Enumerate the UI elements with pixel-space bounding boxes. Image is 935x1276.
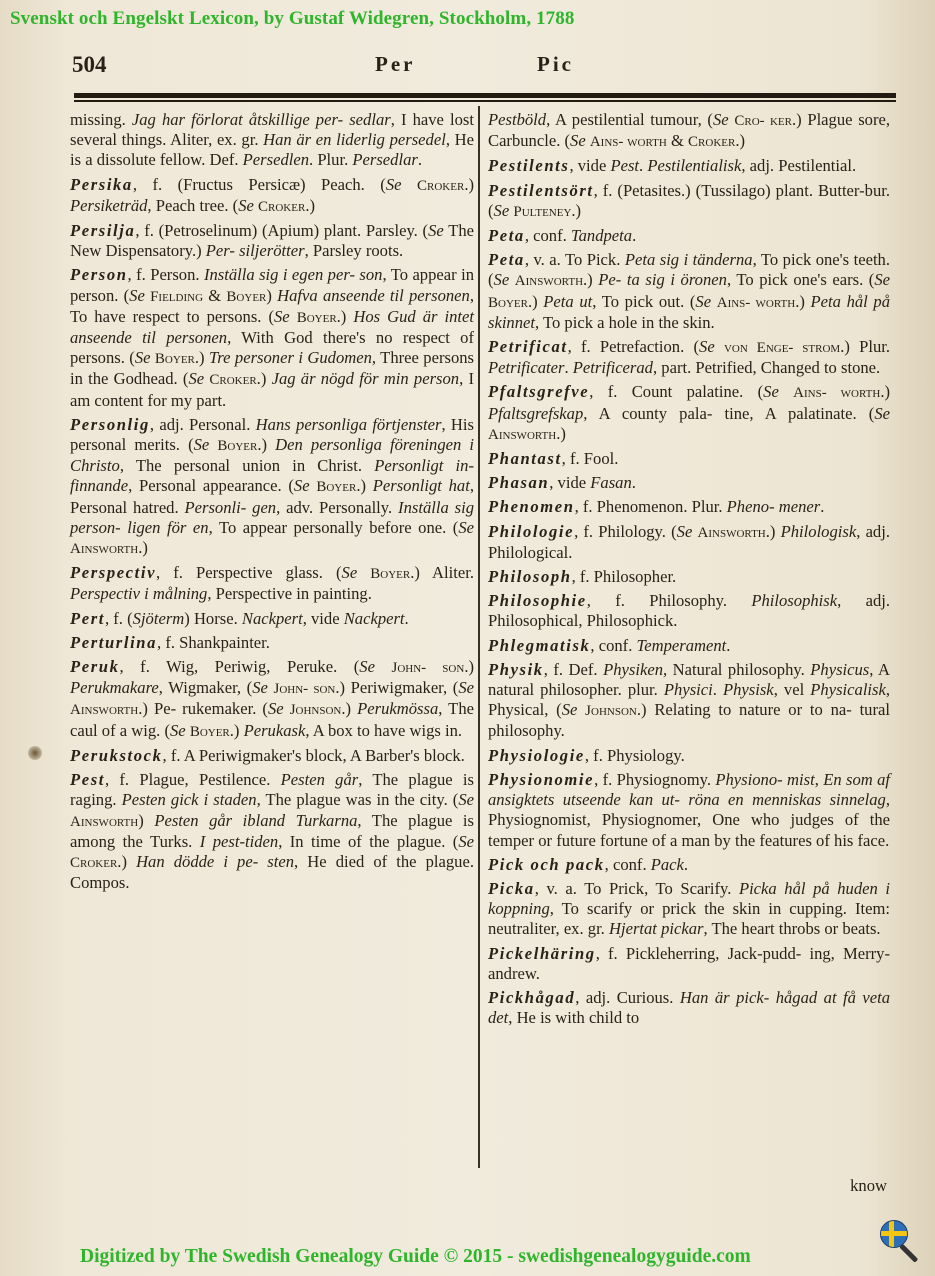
running-head <box>72 52 897 82</box>
ink-stain <box>28 746 42 760</box>
right-entry: Picka, v. a. To Prick, To Scarify. Picka hål på huden i koppning, To scarify or prick the skin in cupping. Item: neutraliter, ex. gr. Hjertat pickar, The heart throbs or beats. <box>488 878 890 939</box>
right-entry: Philosophie, f. Philosophy. Philosophisk, adj. Philosophical, Philosophick. <box>488 591 891 631</box>
left-entry: Peruk, f. Wig, Periwig, Peruke. (Se John- son.) Perukmakare, Wigmaker, (Se John- son.) Periwigmaker, (Se Ainsworth.) Pe- rukemaker. (Se Johnson.) Perukmössa, The caul of a wig. (Se Boyer.) Perukask, A box to have wigs in. <box>70 657 474 740</box>
header-rule-thick <box>74 93 896 98</box>
right-entry: Pestilents, vide Pest. Pestilentialisk, adj. Pestilential. <box>488 156 857 176</box>
catchword: know <box>850 1176 887 1195</box>
right-entry: Petrificat, f. Petrefaction. (Se von Enge- strom.) Plur. Petrificater. Petrificerad, part. Petrified, Changed to stone. <box>488 337 891 378</box>
right-entry: Philosoph, f. Philosopher. <box>488 567 677 587</box>
right-entry: Pfaltsgrefve, f. Count palatine. (Se Ains- worth.) Pfaltsgrefskap, A county pala- tine, A palatinate. (Se Ainsworth.) <box>488 382 890 443</box>
left-entry: Perukstock, f. A Periwigmaker's block, A Barber's block. <box>70 745 465 765</box>
left-guide-word: Per <box>375 52 416 76</box>
left-entry: Pert, f. (Sjöterm) Horse. Nackpert, vide Nackpert. <box>70 608 409 628</box>
left-entry: Pest, f. Plague, Pestilence. Pesten går, The plague is raging. Pesten gick i staden, The plague was in the city. (Se Ainsworth) Pesten går ibland Turkarna, The plague is among the Turks. I pest-tiden, In time of the plague. (Se Croker.) Han dödde i pe- sten, He died of the plague. Compos. <box>70 770 475 893</box>
left-entry: Personlig, adj. Personal. Hans personliga förtjenster, His personal merits. (Se Boyer.) Den personliga föreningen i Christo, The personal union in Christ. Personligt in- finnande, Personal appearance. (Se Boyer.) Personligt hat, Personal hatred. Personli- gen, adv. Personally. Inställa sig person- ligen för en, To appear personally before one. (Se Ainsworth.) <box>70 414 475 558</box>
left-entry: Person, f. Person. Inställa sig i egen per- son, To appear in person. (Se Fielding & Boyer) Hafva anseende til personen, To have respect to persons. (Se Boyer.) Hos Gud är intet anseende til personen, With God there's no respect of persons. (Se Boyer.) Tre personer i Gudomen, Three persons in the Godhead. (Se Croker.) Jag är nögd för min person, I am content for my part. <box>70 265 475 410</box>
left-entry: Persilja, f. (Petroselinum) (Apium) plant. Parsley. (Se The New Dispensatory.) Per- siljerötter, Parsley roots. <box>70 221 474 261</box>
right-entry: Peta, v. a. To Pick. Peta sig i tänderna, To pick one's teeth. (Se Ainsworth.) Pe- ta sig i öronen, To pick one's ears. (Se Boyer.) Peta ut, To pick out. (Se Ains- worth.) Peta hål på skinnet, To pick a hole in the skin. <box>488 250 891 332</box>
right-entry: Pestböld, A pestilential tumour, (Se Cro- ker.) Plague sore, Carbuncle. (Se Ains- worth & Croker.) <box>488 110 890 151</box>
column-divider <box>478 106 480 1168</box>
header-rule-thin <box>74 100 896 102</box>
right-guide-word: Pic <box>537 52 574 76</box>
left-entry: Persika, f. (Fructus Persicæ) Peach. (Se Croker.) Persiketräd, Peach tree. (Se Croker.) <box>70 174 474 215</box>
right-entry: Pickhågad, adj. Curious. Han är pick- hågad at få veta det, He is with child to <box>488 987 890 1028</box>
left-entry: missing. Jag har förlorat åtskillige per- sedlar, I have lost several things. Aliter, ex. gr. Han är en liderlig persedel, He is a dissolute fellow. Def. Persedlen. Plur. Persedlar. <box>70 110 474 170</box>
right-entry: Peta, conf. Tandpeta. <box>488 226 637 246</box>
right-entry: Pickelhäring, f. Pickleherring, Jack-pudd- ing, Merry-andrew. <box>488 943 890 983</box>
page-number: 504 <box>72 52 107 77</box>
left-entry: Perturlina, f. Shankpainter. <box>70 632 270 652</box>
right-entry: Phlegmatisk, conf. Temperament. <box>488 635 731 655</box>
right-column <box>488 110 890 1032</box>
footer-banner: Digitized by The Swedish Genealogy Guide © 2015 - swedishgenealogyguide.com <box>80 1246 751 1267</box>
right-entry: Phenomen, f. Phenomenon. Plur. Pheno- mener. <box>488 497 825 517</box>
right-entry: Physionomie, f. Physiognomy. Physiono- mist, En som af ansigktets utseende kan ut- röna en menniskas sinnelag, Physiognomist, Physiognomer, One who judges of the temper or future fortune of a man by the features of his face. <box>488 769 891 850</box>
magnifier-handle-icon <box>899 1244 918 1263</box>
right-entry: Physik, f. Def. Physiken, Natural philosophy. Physicus, A natural philosopher. plur. Physici. Physisk, vel Physicalisk, Physical, (Se Johnson.) Relating to nature or to na- tural philosophy. <box>488 659 891 741</box>
right-entry: Pestilentsört, f. (Petasites.) (Tussilago) plant. Butter-bur. (Se Pulteney.) <box>488 180 890 220</box>
left-entry: Perspectiv, f. Perspective glass. (Se Boyer.) Aliter. Perspectiv i målning, Perspective in painting. <box>70 563 474 604</box>
source-banner: Svenskt och Engelskt Lexicon, by Gustaf Widegren, Stockholm, 1788 <box>10 8 575 29</box>
left-column <box>70 110 474 897</box>
right-entry: Philologie, f. Philology. (Se Ainsworth.) Philologisk, adj. Philological. <box>488 521 890 562</box>
right-entry: Pick och pack, conf. Pack. <box>488 854 689 874</box>
right-entry: Phasan, vide Fasan. <box>488 473 636 493</box>
right-entry: Phantast, f. Fool. <box>488 449 619 469</box>
right-entry: Physiologie, f. Physiology. <box>488 745 685 765</box>
